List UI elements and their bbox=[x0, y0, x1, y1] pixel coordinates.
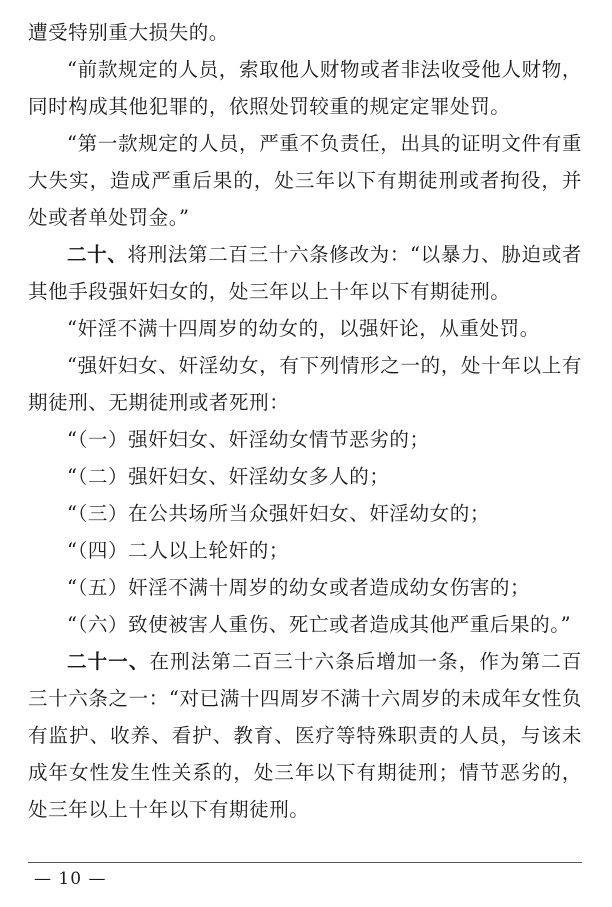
article-number-label: 二十一、 bbox=[67, 650, 150, 673]
article-number-label: 二十、 bbox=[67, 243, 128, 266]
list-item: “（六）致使被害人重伤、死亡或者造成其他严重后果的。” bbox=[67, 613, 572, 636]
paragraph: “前款规定的人员，索取他人财物或者非法收受他人财物，同时构成其他犯罪的，依照处罚较重的规定定罪处罚。 bbox=[28, 58, 582, 118]
list-item: “（四）二人以上轮奸的； bbox=[67, 539, 289, 562]
list-item: “（五）奸淫不满十周岁的幼女或者造成幼女伤害的； bbox=[67, 576, 531, 599]
paragraph-text: 将刑法第二百三十六条修改为：“以暴力、胁迫或者其他手段强奸妇女的，处三年以上十年以下有期徒刑。 bbox=[28, 243, 582, 303]
page-number: — 10 — bbox=[34, 869, 107, 889]
paragraph-text: 在刑法第二百三十六条后增加一条，作为第二百三十六条之一：“对已满十四周岁不满十六周岁的未成年女性负有监护、收养、看护、教育、医疗等特殊职责的人员，与该未成年女性发生性关系的，处三年以下有期徒刑；情节恶劣的，处三年以上十年以下有期徒刑。 bbox=[28, 650, 582, 821]
paragraph-article-20 bbox=[28, 236, 582, 310]
paragraph: 遭受特别重大损失的。 bbox=[28, 21, 230, 44]
paragraph: “奸淫不满十四周岁的幼女的，以强奸论，从重处罚。 bbox=[67, 317, 540, 340]
paragraph: “强奸妇女、奸淫幼女，有下列情形之一的，处十年以上有期徒刑、无期徒刑或者死刑： bbox=[28, 354, 582, 414]
page-footer bbox=[28, 862, 582, 889]
paragraph: “第一款规定的人员，严重不负责任，出具的证明文件有重大失实，造成严重后果的，处三年以下有期徒刑或者拘役，并处或者单处罚金。” bbox=[28, 132, 582, 229]
paragraph-article-21 bbox=[28, 643, 582, 828]
list-item: “（三）在公共场所当众强奸妇女、奸淫幼女的； bbox=[67, 502, 490, 525]
list-item: “（一）强奸妇女、奸淫幼女情节恶劣的； bbox=[67, 428, 430, 451]
list-item: “（二）强奸妇女、奸淫幼女多人的； bbox=[67, 465, 390, 488]
footer-divider bbox=[28, 862, 582, 863]
